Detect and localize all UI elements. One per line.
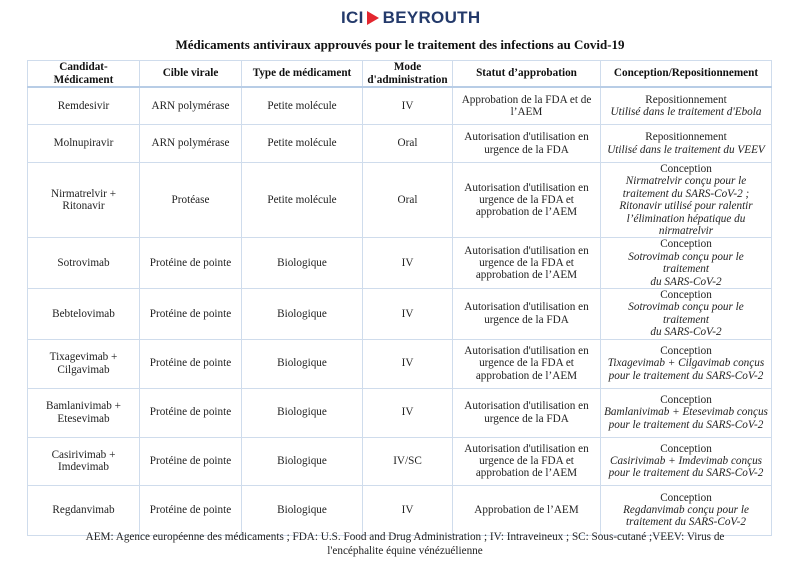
administration-mode-text: IV xyxy=(401,503,414,516)
cell-approval-status xyxy=(453,238,601,289)
cell-administration-mode xyxy=(363,163,453,238)
drug-name-line: Nirmatrelvir + xyxy=(50,187,117,200)
design-note-line: Tixagevimab + Cilgavimab conçus xyxy=(607,357,765,370)
header-viral-target xyxy=(140,61,242,88)
cell-drug-name xyxy=(28,238,140,289)
drug-name-line: Bebtelovimab xyxy=(52,307,115,320)
cell-drug-name xyxy=(28,485,140,535)
cell-viral-target xyxy=(140,238,242,289)
approval-status-line: Approbation de la FDA et de xyxy=(461,93,592,106)
administration-mode-text: IV xyxy=(401,357,414,370)
cell-drug-name xyxy=(28,388,140,437)
administration-mode-text: IV xyxy=(401,99,414,112)
cell-approval-status xyxy=(453,437,601,485)
drug-name-line: Sotrovimab xyxy=(57,257,110,270)
design-category: Conception xyxy=(660,442,712,455)
drug-type-text: Biologique xyxy=(277,257,327,270)
approval-status-line: Autorisation d'utilisation en xyxy=(464,181,589,194)
logo-text-ici: ICI xyxy=(341,8,364,27)
drug-type-text: Biologique xyxy=(277,406,327,419)
approval-status-line: Autorisation d'utilisation en xyxy=(464,131,589,144)
cell-viral-target xyxy=(140,289,242,340)
cell-viral-target xyxy=(140,87,242,125)
drug-type-text: Biologique xyxy=(277,454,327,467)
cell-drug-type xyxy=(242,339,363,388)
cell-viral-target xyxy=(140,163,242,238)
header-text-line: Mode xyxy=(393,61,422,74)
cell-approval-status xyxy=(453,125,601,163)
viral-target-text: Protéine de pointe xyxy=(149,307,232,320)
cell-viral-target xyxy=(140,388,242,437)
table-title: Médicaments antiviraux approuvés pour le traitement des infections au Covid-19 xyxy=(175,37,625,52)
cell-drug-name xyxy=(28,87,140,125)
approval-status-line: Autorisation d'utilisation en xyxy=(464,301,589,314)
approval-status-line: urgence de la FDA et xyxy=(479,454,574,467)
design-note-line: Sotrovimab conçu pour le traitement xyxy=(628,250,744,276)
drug-type-text: Biologique xyxy=(277,357,327,370)
drug-name-line: Imdevimab xyxy=(58,461,109,474)
cell-administration-mode xyxy=(363,125,453,163)
header-text-line: Conception/Repositionnement xyxy=(613,67,759,80)
table-row xyxy=(28,125,772,163)
header-text-line: Médicament xyxy=(53,73,114,86)
table-row xyxy=(28,87,772,125)
cell-drug-type xyxy=(242,125,363,163)
approval-status-line: Autorisation d'utilisation en xyxy=(464,244,589,257)
approval-status-line: Approbation de l’AEM xyxy=(474,503,579,516)
cell-approval-status xyxy=(453,485,601,535)
design-note-line: pour le traitement du SARS-CoV-2 xyxy=(608,418,764,431)
viral-target-text: ARN polymérase xyxy=(151,137,230,150)
cell-drug-type xyxy=(242,388,363,437)
drug-type-text: Petite molécule xyxy=(267,194,337,207)
cell-administration-mode xyxy=(363,485,453,535)
ici-beyrouth-logo xyxy=(341,8,480,28)
drug-name-line: Tixagevimab + xyxy=(49,351,118,364)
footnote-line: AEM: Agence européenne des médicaments ; FDA: U.S. Food and Drug Administration ; IV: Intraveineux ; SC: Sous-cutané ;VEEV: Virus de xyxy=(85,531,725,543)
cell-approval-status xyxy=(453,289,601,340)
drug-type-text: Petite molécule xyxy=(267,99,337,112)
drug-name-line: Casirivimab + xyxy=(51,448,116,461)
cell-administration-mode xyxy=(363,289,453,340)
cell-drug-type xyxy=(242,437,363,485)
approval-status-line: urgence de la FDA et xyxy=(479,257,574,270)
design-category: Conception xyxy=(660,491,712,504)
design-category: Conception xyxy=(660,163,712,175)
administration-mode-text: IV xyxy=(401,307,414,320)
design-note-line: l’élimination hépatique du xyxy=(626,212,746,225)
table-row xyxy=(28,238,772,289)
viral-target-text: Protéine de pointe xyxy=(149,406,232,419)
cell-viral-target xyxy=(140,125,242,163)
drug-type-text: Biologique xyxy=(277,503,327,516)
logo-triangle-icon xyxy=(367,11,379,25)
approval-status-line: approbation de l’AEM xyxy=(475,467,578,480)
cell-viral-target xyxy=(140,437,242,485)
table-row xyxy=(28,163,772,238)
cell-design-repositioning xyxy=(601,289,772,340)
drug-type-text: Biologique xyxy=(277,307,327,320)
approval-status-line: Autorisation d'utilisation en xyxy=(464,400,589,413)
cell-drug-name xyxy=(28,437,140,485)
header-approval-status xyxy=(453,61,601,88)
table-row xyxy=(28,289,772,340)
drug-type-text: Petite molécule xyxy=(267,137,337,150)
design-note-line: Nirmatrelvir conçu pour le xyxy=(625,175,747,188)
drug-name-line: Ritonavir xyxy=(62,200,105,213)
drug-name-line: Remdesivir xyxy=(57,99,110,112)
cell-drug-name xyxy=(28,289,140,340)
approval-status-line: urgence de la FDA et xyxy=(479,357,574,370)
abbreviations-footnote xyxy=(60,530,750,558)
cell-administration-mode xyxy=(363,437,453,485)
viral-target-text: Protéine de pointe xyxy=(149,454,232,467)
design-category: Conception xyxy=(660,394,712,407)
header-design-repositioning xyxy=(601,61,772,88)
cell-drug-type xyxy=(242,289,363,340)
design-category: Repositionnement xyxy=(645,131,727,144)
approval-status-line: urgence de la FDA xyxy=(484,412,569,425)
design-note-line: nirmatrelvir xyxy=(658,225,714,238)
administration-mode-text: IV/SC xyxy=(393,454,422,467)
design-note-line: Ritonavir utilisé pour ralentir xyxy=(619,200,753,213)
antiviral-drugs-table xyxy=(27,60,772,536)
table-row xyxy=(28,485,772,535)
footnote-line: l'encéphalite équine vénézuélienne xyxy=(327,545,483,557)
cell-drug-name xyxy=(28,163,140,238)
approval-status-line: approbation de l’AEM xyxy=(475,369,578,382)
cell-drug-name xyxy=(28,125,140,163)
administration-mode-text: Oral xyxy=(397,137,418,150)
cell-viral-target xyxy=(140,485,242,535)
design-category: Conception xyxy=(660,289,712,302)
cell-design-repositioning xyxy=(601,87,772,125)
design-note-line: du SARS-CoV-2 xyxy=(650,275,722,288)
cell-administration-mode xyxy=(363,87,453,125)
cell-design-repositioning xyxy=(601,339,772,388)
cell-drug-type xyxy=(242,163,363,238)
cell-design-repositioning xyxy=(601,238,772,289)
design-note-line: pour le traitement du SARS-CoV-2 xyxy=(608,467,764,480)
administration-mode-text: Oral xyxy=(397,194,418,207)
cell-approval-status xyxy=(453,339,601,388)
approval-status-line: approbation de l’AEM xyxy=(475,206,578,219)
administration-mode-text: IV xyxy=(401,257,414,270)
design-note-line: Utilisé dans le traitement d'Ebola xyxy=(610,106,762,118)
approval-status-line: Autorisation d'utilisation en xyxy=(464,442,589,455)
cell-administration-mode xyxy=(363,238,453,289)
drug-name-line: Bamlanivimab + xyxy=(46,400,121,413)
drug-name-line: Regdanvimab xyxy=(52,503,115,516)
viral-target-text: Protéine de pointe xyxy=(149,357,232,370)
design-note-line: Sotrovimab conçu pour le traitement xyxy=(628,301,744,326)
header-administration-mode xyxy=(363,61,453,88)
cell-approval-status xyxy=(453,87,601,125)
design-note-line: Casirivimab + Imdevimab conçus xyxy=(609,454,763,467)
approval-status-line: urgence de la FDA xyxy=(484,143,569,156)
cell-approval-status xyxy=(453,388,601,437)
header-drug-type xyxy=(242,61,363,88)
header-candidate-drug xyxy=(28,61,140,88)
table-row xyxy=(28,437,772,485)
drug-name-line: Etesevimab xyxy=(57,412,110,425)
design-category: Conception xyxy=(660,345,712,358)
design-note-line: pour le traitement du SARS-CoV-2 xyxy=(608,369,764,382)
cell-drug-type xyxy=(242,238,363,289)
logo-text-beyrouth: BEYROUTH xyxy=(382,8,481,27)
cell-drug-type xyxy=(242,87,363,125)
drug-name-line: Cilgavimab xyxy=(57,363,110,376)
approval-status-line: Autorisation d'utilisation en xyxy=(464,345,589,358)
table-row xyxy=(28,388,772,437)
cell-design-repositioning xyxy=(601,485,772,535)
table-header-row xyxy=(28,61,772,88)
header-text-line: Candidat- xyxy=(59,61,108,74)
cell-drug-name xyxy=(28,339,140,388)
cell-design-repositioning xyxy=(601,388,772,437)
header-text-line: Cible virale xyxy=(162,67,219,80)
cell-drug-type xyxy=(242,485,363,535)
viral-target-text: ARN polymérase xyxy=(151,99,230,112)
administration-mode-text: IV xyxy=(401,406,414,419)
approval-status-line: l’AEM xyxy=(510,106,543,118)
design-note-line: traitement du SARS-CoV-2 ; xyxy=(622,187,750,200)
approval-status-line: approbation de l’AEM xyxy=(475,269,578,282)
cell-administration-mode xyxy=(363,388,453,437)
drug-name-line: Molnupiravir xyxy=(53,137,114,150)
approval-status-line: urgence de la FDA et xyxy=(479,194,574,207)
cell-design-repositioning xyxy=(601,437,772,485)
table-row xyxy=(28,339,772,388)
cell-design-repositioning xyxy=(601,125,772,163)
header-text-line: Type de médicament xyxy=(252,67,352,80)
cell-administration-mode xyxy=(363,339,453,388)
cell-design-repositioning xyxy=(601,163,772,238)
cell-viral-target xyxy=(140,339,242,388)
viral-target-text: Protéase xyxy=(171,194,210,207)
design-note-line: traitement du SARS-CoV-2 xyxy=(626,516,746,529)
viral-target-text: Protéine de pointe xyxy=(149,503,232,516)
cell-approval-status xyxy=(453,163,601,238)
design-category: Conception xyxy=(660,238,712,251)
header-text-line: Statut d’approbation xyxy=(476,67,577,80)
approval-status-line: urgence de la FDA xyxy=(484,313,569,326)
design-category: Repositionnement xyxy=(645,93,727,106)
design-note-line: du SARS-CoV-2 xyxy=(650,326,722,339)
header-text-line: d'administration xyxy=(367,73,448,86)
design-note-line: Regdanvimab conçu pour le xyxy=(623,503,749,516)
design-note-line: Bamlanivimab + Etesevimab conçus xyxy=(604,406,768,419)
design-note-line: Utilisé dans le traitement du VEEV xyxy=(607,143,765,156)
viral-target-text: Protéine de pointe xyxy=(149,257,232,270)
